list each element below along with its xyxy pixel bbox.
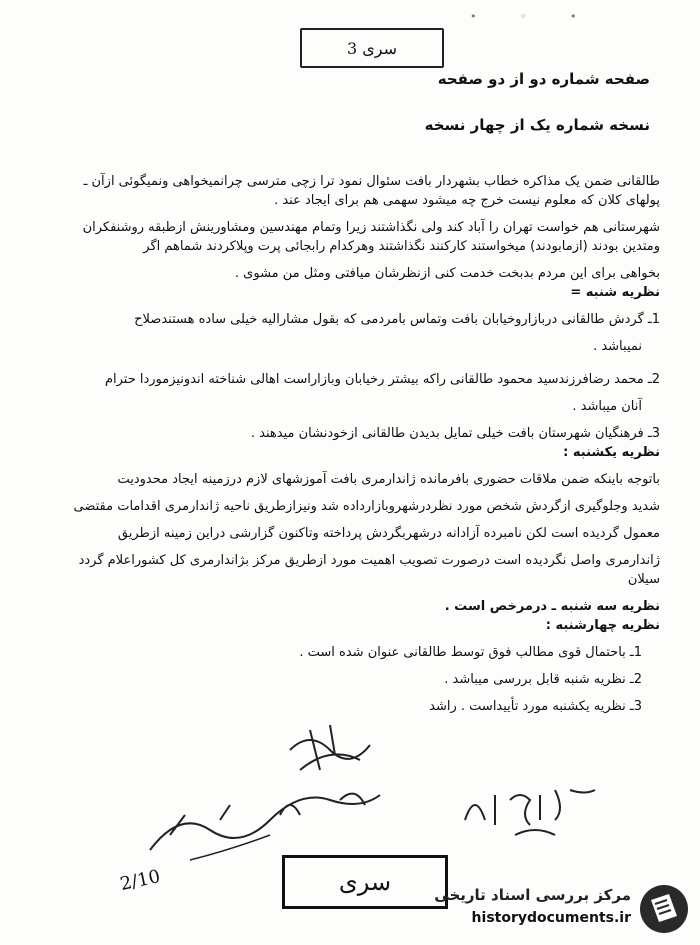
body-line: باتوجه باینکه ضمن ملاقات حضوری بافرمانده ژاندارمری بافت آموزشهای لازم درزمینه ایجاد محدودیت bbox=[117, 472, 660, 487]
list-item-cont: نمیباشد . bbox=[593, 339, 642, 354]
list-item-cont: آنان میباشد . bbox=[572, 399, 642, 414]
handwritten-page-number: 2/10 bbox=[118, 866, 163, 895]
body-line: پولهای کلان که معلوم نیست خرج چه میشود سهمی هم برای ایجاد عند . bbox=[274, 193, 660, 208]
archive-watermark bbox=[415, 880, 695, 940]
classification-stamp-top bbox=[300, 28, 444, 68]
copy-number-line: نسخه شماره یک از چهار نسخه bbox=[424, 116, 650, 134]
punch-marks: • ◦ • bbox=[470, 10, 597, 23]
body-line: بخواهی برای این مردم بدبخت خدمت کنی ازنظرشان میافتی ومثل من مشوی . bbox=[234, 266, 660, 281]
stamp-bottom-text: سری bbox=[338, 868, 392, 896]
section-heading-sunday: نظریه یکشنبه : bbox=[563, 445, 660, 460]
body-line: معمول گردیده است لکن نامبرده آزادانه درشهربگردش پرداخته وتاکنون گزارشی دراین زمینه ازطریق bbox=[117, 526, 660, 541]
watermark-title: مرکز بررسی اسناد تاریخی bbox=[434, 886, 631, 904]
watermark-url: historydocuments.ir bbox=[471, 910, 631, 926]
archive-logo-icon bbox=[637, 882, 691, 936]
body-line: ومتدین بودند (ازمابودند) میخواستند کارکنند نگذاشتند وهرکدام رابجائی پرت وپلاکردند شماهم اگر bbox=[143, 239, 660, 254]
body-line: سیلان bbox=[627, 572, 660, 587]
body-line: طالقانی ضمن یک مذاکره خطاب بشهردار بافت سئوال نمود ترا زچی مترسی چرانمیخواهی ونمیگوئی ازآن ـ bbox=[83, 174, 660, 189]
handwritten-date bbox=[455, 780, 615, 840]
document-body bbox=[30, 172, 660, 716]
list-item: 3ـ نظریه یکشنبه مورد تأییداست . راشد bbox=[429, 699, 642, 714]
list-item: 1ـ گردش طالقانی دربازاروخیابان بافت وتماس بامردمی که بقول مشارالیه خیلی ساده هستندصلاح bbox=[134, 312, 660, 327]
body-line: ژاندارمری واصل نگردیده است درصورت تصویب اهمیت مورد ازطریق مرکز بژاندارمری کل کشوراعلام گردد bbox=[78, 553, 660, 568]
list-item: 2ـ محمد رضافرزندسید محمود طالقانی راکه بیشتر رخیابان وبازاراست اهالی شناخته اندونیزموردا حترام bbox=[104, 372, 660, 387]
list-item: 3ـ فرهنگیان شهرستان بافت خیلی تمایل بدیدن طالقانی ازخودنشان میدهند . bbox=[250, 426, 660, 441]
page-number-line: صفحه شماره دو از دو صفحه bbox=[437, 70, 650, 88]
section-heading-tuesday: نظریه سه شنبه ـ درمرخص است . bbox=[444, 599, 660, 614]
list-item: 2ـ نظریه شنبه قابل بررسی میباشد . bbox=[444, 672, 642, 687]
list-item: 1ـ باحتمال قوی مطالب فوق توسط طالقانی عنوان شده است . bbox=[299, 645, 642, 660]
body-line: شدید وجلوگیری ازگردش شخص مورد نظردرشهروبازارداده شد ونیزازطریق ناحیه ژاندارمری اقدامات مقتضی bbox=[73, 499, 660, 514]
stamp-top-text: سری 3 bbox=[346, 38, 398, 58]
section-heading-wednesday: نظریه چهارشنبه : bbox=[545, 618, 660, 633]
section-heading-saturday: نظریه شنبه = bbox=[570, 285, 660, 300]
body-line: شهرستانی هم خواست تهران را آباد کند ولی نگذاشتند زیرا وتمام مهندسین ومشاورینش ازطبقه روشنفکران bbox=[82, 220, 660, 235]
